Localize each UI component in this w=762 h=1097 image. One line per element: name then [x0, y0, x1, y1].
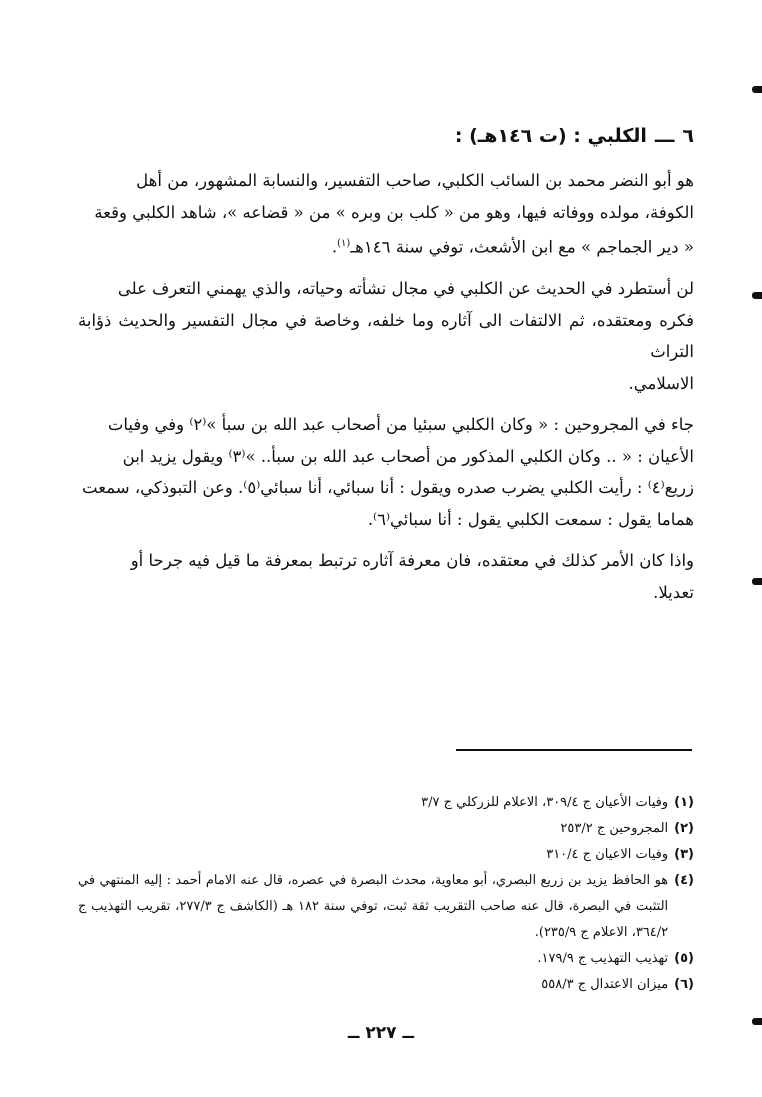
footnote-text: وفيات الاعيان ج ٣١٠/٤ — [546, 847, 669, 862]
text-line: الأعيان : « .. وكان الكلبي المذكور من أصحاب عبد الله بن سبأ.. »⁽٣⁾ ويقول يزيد ابن — [122, 446, 694, 466]
footnote-number: (٥) — [674, 951, 694, 966]
text-line: هماما يقول : سمعت الكلبي يقول : أنا سبائي⁽٦⁾. — [367, 509, 694, 529]
footnotes — [78, 790, 694, 998]
text-line — [78, 228, 694, 263]
footnote-number: (٤) — [674, 873, 694, 888]
text-line: الاسلامي. — [628, 373, 694, 393]
footnote-divider — [456, 749, 692, 751]
main-text — [78, 125, 694, 618]
text-line: جاء في المجروحين : « وكان الكلبي سبئيا من أصحاب عبد الله بن سبأ »⁽٢⁾ وفي وفيات — [107, 415, 694, 434]
text-line: واذا كان الأمر كذلك في معتقده، فان معرفة آثاره ترتبط بمعرفة ما قيل فيه جرحا أو — [130, 551, 694, 570]
text-segment: « دير الجماجم » مع ابن الأشعث، توفي سنة ١٤٦هـ — [350, 237, 694, 257]
edge-mark — [752, 292, 762, 299]
section-number: ٦ — [682, 125, 694, 147]
section-title: الكلبي : (ت ١٤٦هـ) : — [454, 125, 647, 147]
footnote-number: (٢) — [674, 821, 694, 836]
paragraph — [78, 273, 694, 399]
text-line: هو أبو النضر محمد بن السائب الكلبي، صاحب التفسير، والنسابة المشهور، من أهل — [136, 171, 694, 190]
footnote-text: هو الحافظ يزيد بن زريع البصري، أبو معاوية، محدث البصرة في عصره، قال عنه الامام أحمد : إليه المنتهي في التثبت في البصرة، قال عنه صاحب التقريب ثقة ثبت، توفي سنة ١٨٢ هـ (الكاشف ج ٢٧٧/٣، تقريب التهذيب ج ٣٦٤/٢، الاعلام ج ٢٣٥/٩). — [78, 873, 669, 940]
footnote-text: ميزان الاعتدال ج ٥٥٨/٣ — [541, 977, 669, 992]
edge-mark — [752, 578, 762, 585]
text-segment: . — [331, 237, 338, 257]
footnote — [78, 816, 694, 842]
footnote — [78, 946, 694, 972]
footnote-number: (٣) — [674, 847, 694, 862]
footnote-number: (٦) — [674, 977, 694, 992]
text-line: زريع⁽٤⁾ : رأيت الكلبي يضرب صدره ويقول : أنا سبائي، أنا سبائي⁽٥⁾. وعن التبوذكي، سمعت — [82, 478, 694, 497]
footnote-text: المجروحين ج ٢٥٣/٢ — [560, 821, 669, 836]
paragraph — [78, 409, 694, 535]
paragraph — [78, 165, 694, 263]
footnote — [78, 868, 694, 946]
text-line: الكوفة، مولده ووفاته فيها، وهو من « كلب بن وبره » من « قضاعه »، شاهد الكلبي وقعة — [94, 202, 694, 222]
footnote — [78, 972, 694, 998]
section-dash: ـــ — [654, 125, 675, 147]
footnote-text: وفيات الأعيان ج ٣٠٩/٤، الاعلام للزركلي ج ٣/٧ — [421, 795, 669, 810]
footnote-text: تهذيب التهذيب ج ١٧٩/٩. — [537, 951, 669, 966]
text-line: فكره ومعتقده، ثم الالتفات الى آثاره وما خلفه، وخاصة في مجال التفسير والحديث ذؤابة التراث — [78, 310, 694, 361]
text-line: لن أستطرد في الحديث عن الكلبي في مجال نشأته وحياته، والذي يهمني التعرف على — [117, 279, 694, 298]
footnote — [78, 790, 694, 816]
footnote-number: (١) — [674, 795, 694, 810]
page-number: ــ ٢٢٧ ــ — [347, 1023, 415, 1043]
footnote-ref: (١) — [337, 238, 351, 249]
edge-mark — [752, 86, 762, 93]
section-heading — [78, 125, 694, 147]
footnote — [78, 842, 694, 868]
text-line: تعديلا. — [653, 582, 694, 602]
paragraph — [78, 545, 694, 608]
